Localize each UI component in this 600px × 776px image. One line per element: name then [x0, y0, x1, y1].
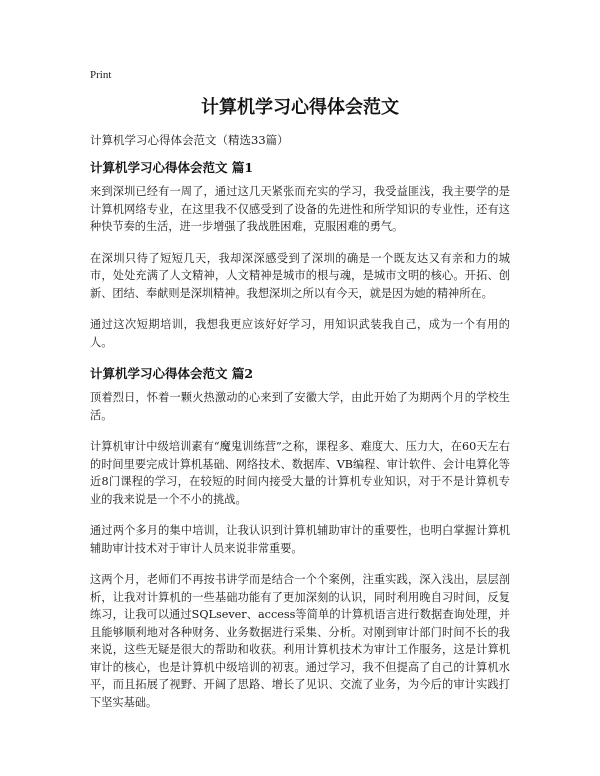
document-subtitle: 计算机学习心得体会范文（精选33篇）	[90, 133, 289, 147]
section-2	[90, 365, 510, 711]
section-1	[90, 159, 510, 351]
paragraph: 来到深圳已经有一周了，通过这几天紧张而充实的学习，我受益匪浅，我主要学的是计算机网络专业，在这里我不仅感受到了设备的先进性和所学知识的专业性，还有这种快节奏的生活，进一步增强了我战胜困难，克服困难的勇气。	[90, 185, 510, 233]
document-title: 计算机学习心得体会范文	[201, 97, 399, 118]
paragraph: 通过两个多月的集中培训，让我认识到计算机辅助审计的重要性，也明白掌握计算机辅助审计技术对于审计人员来说非常重要。	[90, 524, 510, 555]
paragraph: 通过这次短期培训，我想我更应该好好学习，用知识武装我自己，成为一个有用的人。	[90, 318, 510, 349]
paragraph: 计算机审计中级培训素有“魔鬼训练营”之称，课程多、难度大、压力大，在60天左右的时间里要完成计算机基础、网络技术、数据库、VB编程、审计软件、会计电算化等近8门课程的学习，在较短的时间内接受大量的计算机专业知识，对于不是计算机专业的我来说是一个不小的挑战。	[90, 440, 510, 506]
section-heading: 计算机学习心得体会范文 篇1	[90, 160, 254, 175]
section-heading: 计算机学习心得体会范文 篇2	[90, 366, 254, 381]
paragraph: 在深圳只待了短短几天，我却深深感受到了深圳的确是一个既友达又有亲和力的城市，处处充满了人文精神，人文精神是城市的根与魂，是城市文明的核心。开拓、创新、团结、奉献则是深圳精神。我想深圳之所以有今天，就是因为她的精神所在。	[90, 251, 510, 300]
paragraph: 顶着烈日，怀着一颗火热激动的心来到了安徽大学，由此开始了为期两个月的学校生活。	[90, 391, 510, 422]
print-label[interactable]: Print	[90, 69, 112, 81]
paragraph: 这两个月，老师们不再按书讲学而是结合一个个案例，注重实践，深入浅出，层层剖析，让我对计算机的一些基础功能有了更加深刻的认识，同时利用晚自习时间，反复练习，让我可以通过SQLsever、access等简单的计算机语言进行数据查询处理，并且能够顺利地对各种财务、业务数据进行采集、分析。对刚到审计部门时间不长的我来说，这些无疑是很大的帮助和收获。利用计算机技术为审计工作服务，这是计算机审计的核心，也是计算机中级培训的初衷。通过学习，我不但提高了自己的计算机水平，而且拓展了视野、开阔了思路、增长了见识、交流了业务，为今后的审计实践打下坚实基础。	[90, 573, 510, 709]
